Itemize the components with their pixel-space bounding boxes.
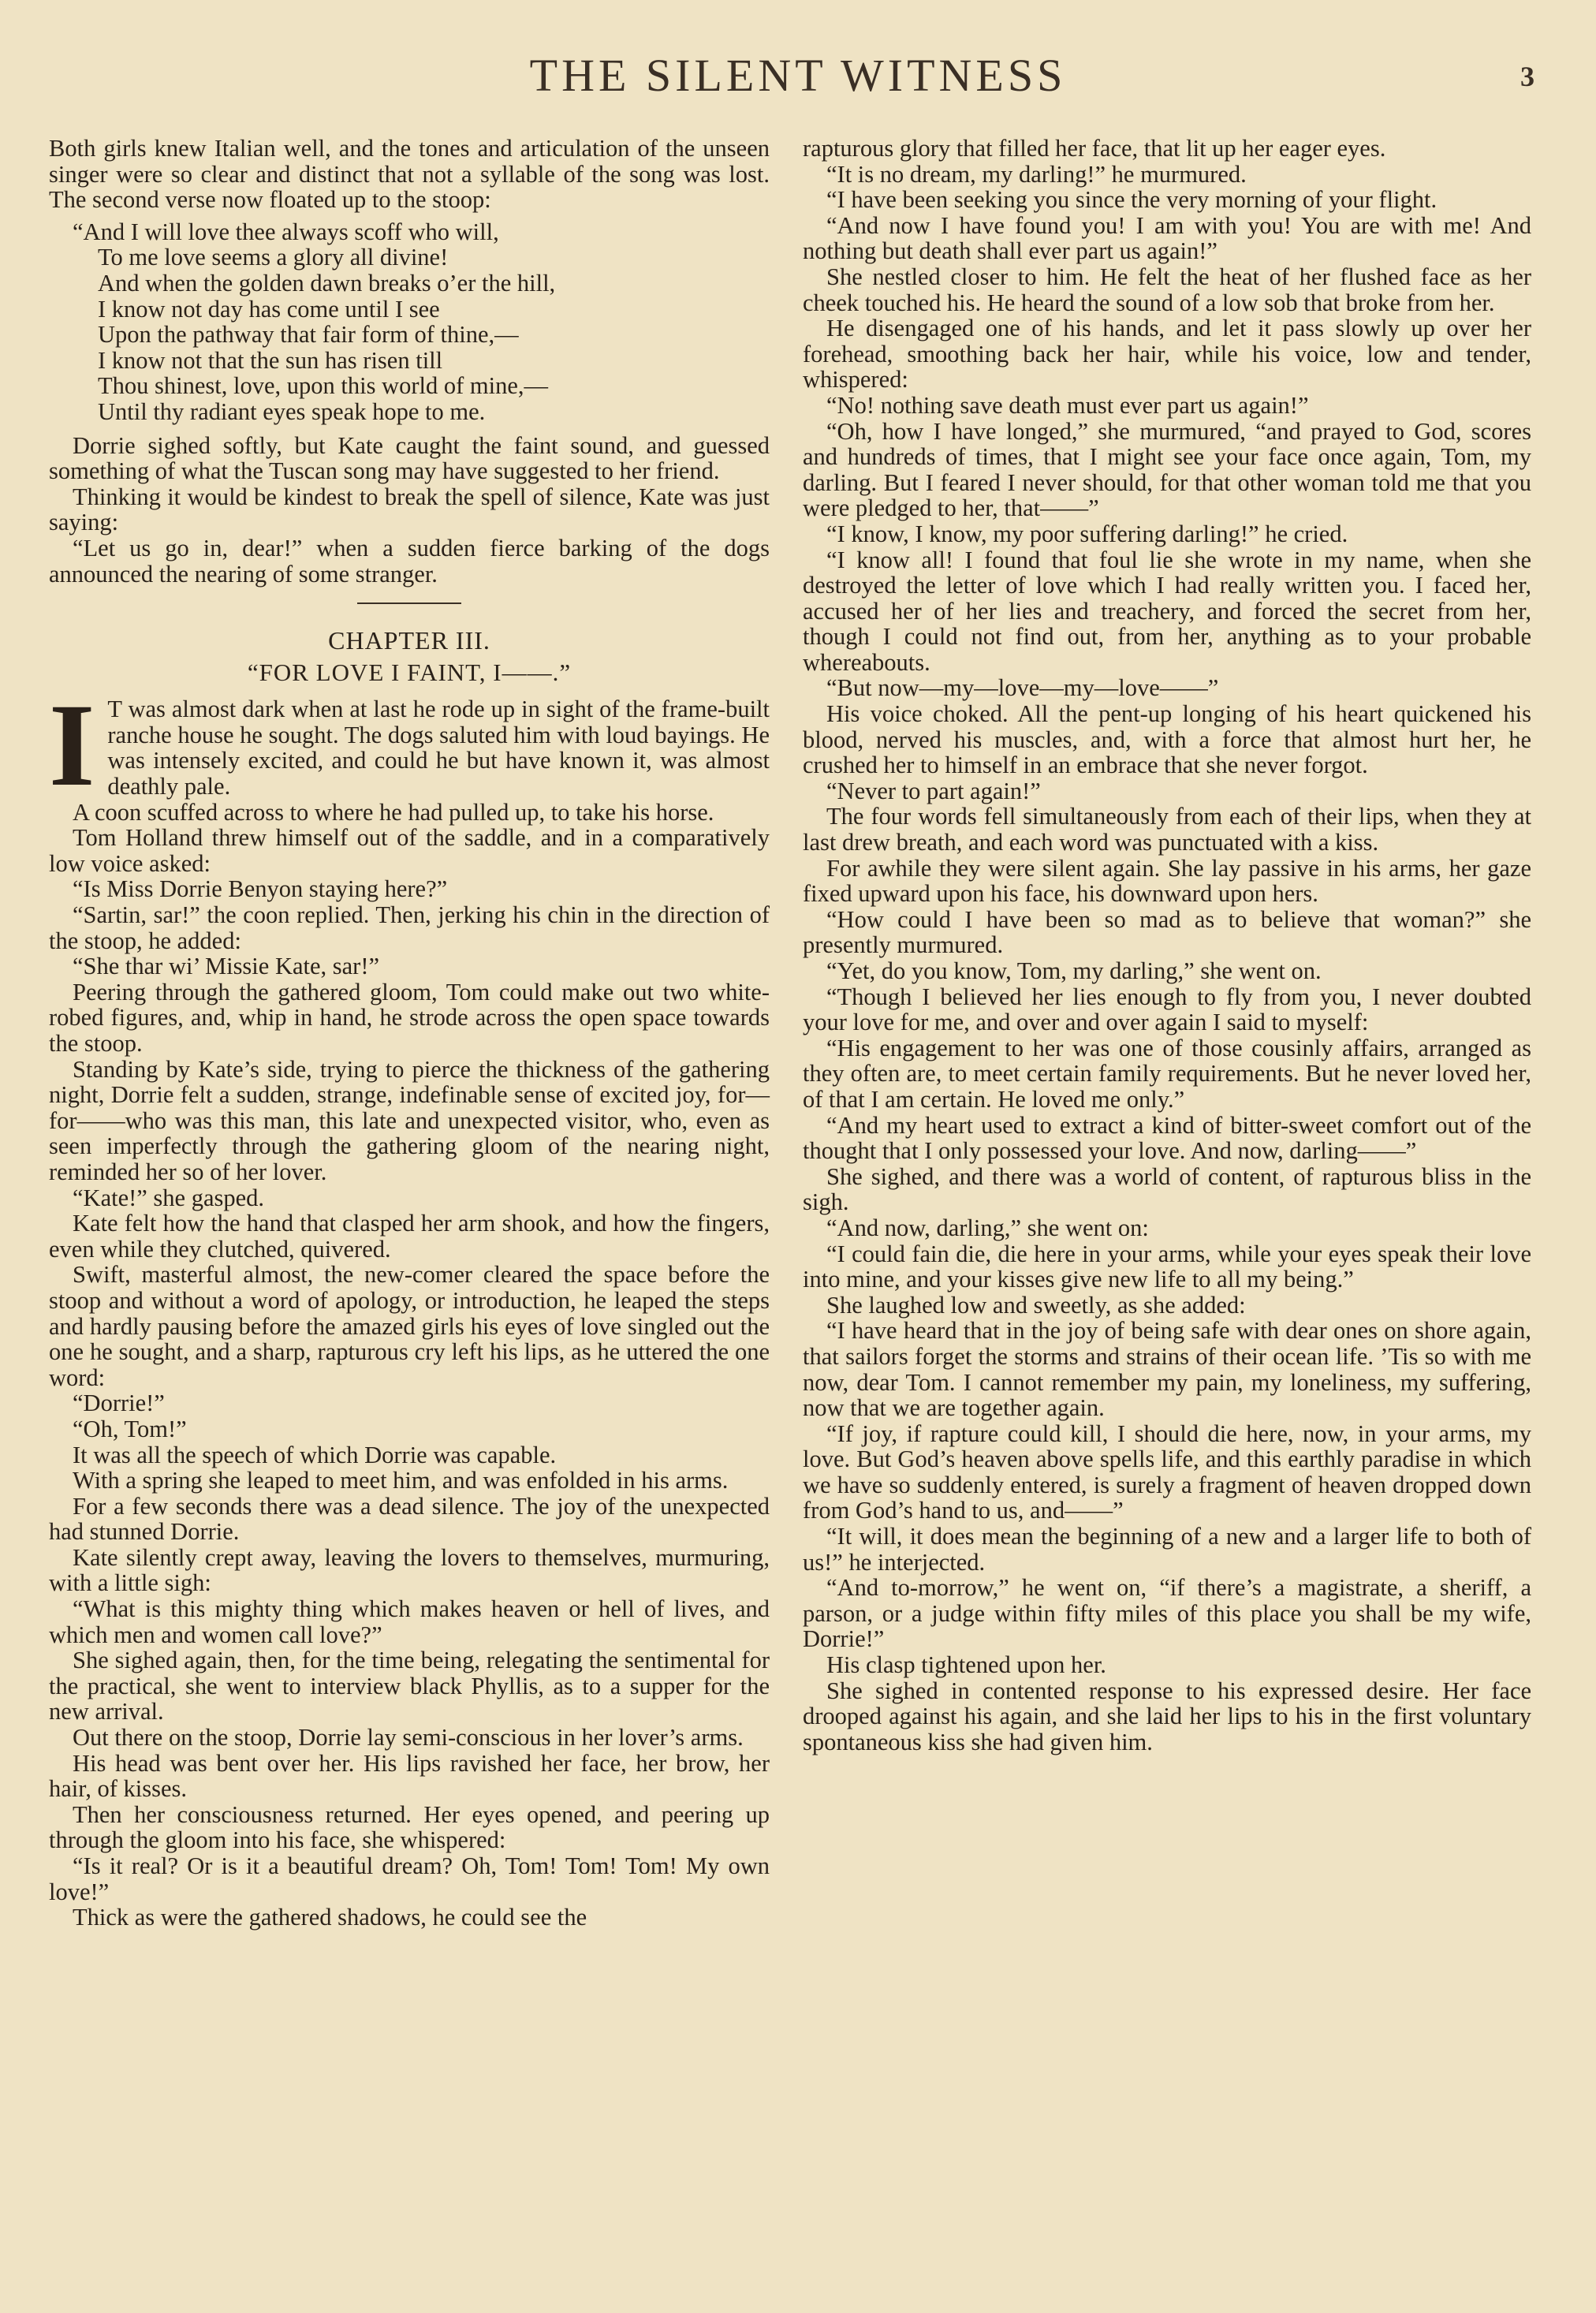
paragraph: “What is this mighty thing which makes heaven or hell of lives, and which men and women call love?”: [49, 1595, 770, 1648]
paragraph: She laughed low and sweetly, as she added:: [826, 1291, 1246, 1319]
paragraph: Tom Holland threw himself out of the saddle, and in a comparatively low voice asked:: [49, 824, 770, 877]
paragraph: “Is Miss Dorrie Benyon staying here?”: [73, 875, 448, 903]
running-title: THE SILENT WITNESS: [529, 50, 1067, 101]
paragraph: She nestled closer to him. He felt the heat of her flushed face as her cheek touched his. He heard the sound of a low sob that broke from her.: [803, 263, 1531, 316]
chapter-title: CHAPTER III.: [328, 626, 490, 655]
page-header: [0, 49, 1596, 104]
verse-line: I know not day has come until I see: [98, 295, 440, 323]
paragraph: “But now—my—love—my—love——”: [826, 674, 1219, 702]
paragraph: “Kate!” she gasped.: [73, 1184, 265, 1211]
paragraph: Kate felt how the hand that clasped her arm shook, and how the fingers, even while they clutched, quivered.: [49, 1210, 770, 1263]
paragraph: rapturous glory that filled her face, that lit up her eager eyes.: [803, 135, 1386, 162]
paragraph: Kate silently crept away, leaving the lovers to themselves, murmuring, with a little sigh:: [49, 1543, 770, 1597]
verse-line: I know not that the sun has risen till: [98, 346, 443, 374]
paragraph: Thinking it would be kindest to break the spell of silence, Kate was just saying:: [49, 483, 770, 536]
paragraph: “How could I have been so mad as to believe that woman?” she presently murmured.: [803, 905, 1531, 959]
paragraph: For awhile they were silent again. She lay passive in his arms, her gaze fixed upward upon his face, his downward upon hers.: [803, 854, 1531, 908]
paragraph: Swift, masterful almost, the new-comer cleared the space before the stoop and without a word of apology, or introduction, he leaped the steps and hardly pausing before the amazed girls his eyes of love singled out the one he sought, and a sharp, rapturous cry left his lips, as he uttered the one word:: [49, 1261, 770, 1391]
paragraph: “Never to part again!”: [826, 777, 1041, 804]
chapter-subtitle: “FOR LOVE I FAINT, I——.”: [247, 658, 572, 686]
song-verse: [73, 219, 770, 425]
drop-cap: I: [49, 680, 95, 811]
verse-line: Until thy radiant eyes speak hope to me.: [98, 397, 486, 425]
paragraph: “Dorrie!”: [73, 1390, 165, 1417]
paragraph: It was all the speech of which Dorrie was capable.: [73, 1441, 557, 1468]
paragraph: A coon scuffed across to where he had pulled up, to take his horse.: [73, 798, 714, 826]
paragraph: Peering through the gathered gloom, Tom could make out two white-robed figures, and, whip in hand, he strode across the open space towards the stoop.: [49, 978, 770, 1057]
paragraph: For a few seconds there was a dead silence. The joy of the unexpected had stunned Dorrie.: [49, 1492, 770, 1546]
paragraph: “I know, I know, my poor suffering darling!” he cried.: [826, 520, 1348, 547]
paragraph: His clasp tightened upon her.: [826, 1651, 1106, 1679]
paragraph: “And my heart used to extract a kind of bitter-sweet comfort out of the thought that I only possessed your love. And now, darling——”: [803, 1111, 1531, 1165]
paragraph: “Yet, do you know, Tom, my darling,” she went on.: [826, 957, 1322, 984]
paragraph: Standing by Kate’s side, trying to pierce the thickness of the gathering night, Dorrie felt a sudden, strange, indefinable sense of excited joy, for—for——who was this man, this late and unexpected visitor, who, even as seen imperfectly through the gathering gloom of the nearing night, reminded her so of her lover.: [49, 1055, 770, 1185]
left-paragraphs: [49, 800, 770, 1931]
right-column: [803, 136, 1531, 1755]
left-column: [49, 136, 770, 1931]
paragraph: “I have been seeking you since the very morning of your flight.: [826, 186, 1438, 214]
paragraph: She sighed again, then, for the time being, relegating the sentimental for the practical, she went to interview black Phyllis, as to a supper for the new arrival.: [49, 1647, 770, 1725]
paragraph: “I have heard that in the joy of being safe with dear ones on shore again, that sailors forget the storms and strains of their ocean life. ’Tis so with me now, dear Tom. I cannot remember my pain, my loneliness, my suffering, now that we are together again.: [803, 1317, 1531, 1422]
paragraph: “And now I have found you! I am with you! You are with me! And nothing but death shall ever part us again!”: [803, 211, 1531, 265]
verse-line: Thou shinest, love, upon this world of mine,—: [98, 372, 548, 400]
paragraph: “It is no dream, my darling!” he murmured.: [826, 160, 1247, 188]
paragraph: “Sartin, sar!” the coon replied. Then, jerking his chin in the direction of the stoop, he added:: [49, 901, 770, 954]
paragraph: “I know all! I found that foul lie she wrote in my name, when she destroyed the letter of love which I had really written you. I faced her, accused her of her lies and treachery, and forced the secret from her, though I could not find out, from her, anything as to your probable whereabouts.: [803, 546, 1531, 676]
paragraph: “I could fain die, die here in your arms, while your eyes speak their love into mine, and your kisses give new life to all my being.”: [803, 1240, 1531, 1293]
paragraph: “And to-morrow,” he went on, “if there’s a magistrate, a sheriff, a parson, or a judge within fifty miles of this place you shall be my wife, Dorrie!”: [803, 1574, 1531, 1653]
paragraph: With a spring she leaped to meet him, and was enfolded in his arms.: [73, 1467, 729, 1494]
paragraph: His head was bent over her. His lips ravished her face, her brow, her hair, of kisses.: [49, 1749, 770, 1803]
paragraph: “Oh, Tom!”: [73, 1415, 187, 1442]
paragraph: He disengaged one of his hands, and let it pass slowly up over her forehead, smoothing back her hair, while his voice, low and tender, whispered:: [803, 315, 1531, 394]
verse-line: Upon the pathway that fair form of thine,—: [98, 321, 519, 349]
paragraph: Out there on the stoop, Dorrie lay semi-conscious in her lover’s arms.: [73, 1724, 744, 1752]
paragraph: “Oh, how I have longed,” she murmured, “and prayed to God, scores and hundreds of times, that I might see your face once again, Tom, my darling. But I feared I never should, for that other woman told me that you were pledged to her, that——”: [803, 417, 1531, 522]
paragraph: “Is it real? Or is it a beautiful dream? Oh, Tom! Tom! Tom! My own love!”: [49, 1852, 770, 1905]
paragraph: His voice choked. All the pent-up longing of his heart quickened his blood, nerved his muscles, and, with a force that almost hurt her, he crushed her to himself in an embrace that she never forgot.: [803, 700, 1531, 779]
paragraph: “It will, it does mean the beginning of a new and a larger life to both of us!” he interjected.: [803, 1523, 1531, 1576]
opening-text: T was almost dark when at last he rode up in sight of the frame-built ranche house he sought. The dogs saluted him with loud bayings. He was intensely excited, and could he but have known it, was almost deathly pale.: [107, 696, 770, 800]
verse-line: “And I will love thee always scoff who will,: [73, 218, 499, 245]
paragraph: The four words fell simultaneously from each of their lips, when they at last drew breath, and each word was punctuated with a kiss.: [803, 803, 1531, 856]
section-divider: [357, 602, 461, 604]
paragraph: Both girls knew Italian well, and the tones and articulation of the unseen singer were so clear and distinct that not a syllable of the song was lost. The second verse now floated up to the stoop:: [49, 135, 770, 214]
paragraph: “If joy, if rapture could kill, I should die here, now, in your arms, my love. But God’s heaven above spells life, and this earthly paradise in which we have so suddenly entered, is surely a fragment of heaven dropped down from God’s hand to us, and——”: [803, 1420, 1531, 1524]
paragraph: “Let us go in, dear!” when a sudden fierce barking of the dogs announced the nearing of some stranger.: [49, 534, 770, 588]
verse-line: And when the golden dawn breaks o’er the hill,: [98, 269, 556, 297]
paragraph: Then her consciousness returned. Her eyes opened, and peering up through the gloom into his face, she whispered:: [49, 1800, 770, 1854]
verse-line: To me love seems a glory all divine!: [98, 244, 449, 271]
right-paragraphs: [803, 136, 1531, 1755]
paragraph: Thick as were the gathered shadows, he could see the: [73, 1904, 587, 1931]
paragraph: “And now, darling,” she went on:: [826, 1214, 1149, 1241]
paragraph: “Though I believed her lies enough to fly from you, I never doubted your love for me, and over and over again I said to myself:: [803, 983, 1531, 1036]
paragraph: “No! nothing save death must ever part us again!”: [826, 391, 1309, 419]
page-number: 3: [1520, 61, 1534, 92]
paragraph: She sighed, and there was a world of content, of rapturous bliss in the sigh.: [803, 1162, 1531, 1216]
paragraph: Dorrie sighed softly, but Kate caught the faint sound, and guessed something of what the Tuscan song may have suggested to her friend.: [49, 431, 770, 485]
paragraph: She sighed in contented response to his expressed desire. Her face drooped against his again, and she laid her lips to his in the first voluntary spontaneous kiss she had given him.: [803, 1677, 1531, 1755]
paragraph: “She thar wi’ Missie Kate, sar!”: [73, 953, 380, 980]
paragraph: “His engagement to her was one of those cousinly affairs, arranged as they often are, to meet certain family requirements. But he never loved her, of that I am certain. He loved me only.”: [803, 1034, 1531, 1113]
opening-paragraph: [49, 680, 770, 811]
